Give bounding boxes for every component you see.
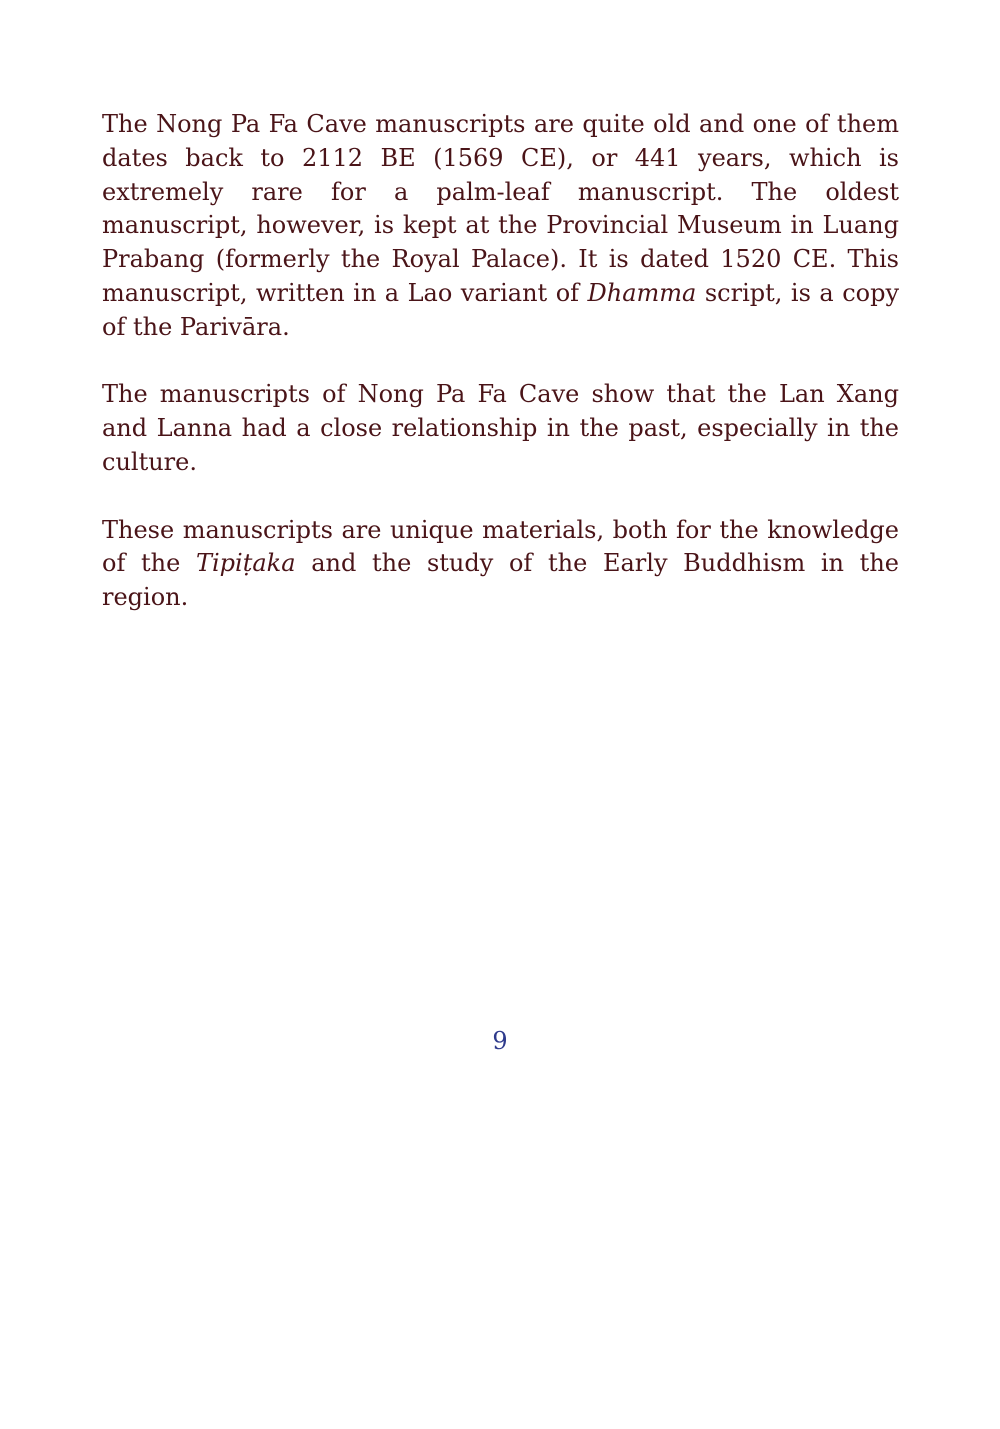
paragraph-2	[102, 378, 899, 479]
page-number: 9	[492, 1027, 508, 1055]
paragraph-3-italic-term: Tipiṭaka	[195, 549, 296, 578]
paragraph-1	[102, 108, 899, 345]
paragraph-1-italic-term: Dhamma	[587, 278, 697, 307]
paragraph-3-text-start: These manuscripts are unique materials, both for the knowledge of the	[102, 515, 899, 578]
body-text	[102, 108, 899, 649]
paragraph-3-text-end: and the study of the Early Buddhism in the region.	[102, 549, 899, 612]
paragraph-1-text-end: script, is a copy of the Parivāra.	[102, 278, 900, 341]
paragraph-1-text-start: The Nong Pa Fa Cave manuscripts are quite old and one of them dates back to 2112 BE (1569 CE), or 441 years, which is extremely rare for a palm-leaf manuscript. The oldest manuscript, however, is kept at the Provincial Museum in Luang Prabang (formerly the Royal Palace). It is dated 1520 CE. This manuscript, written in a Lao variant of	[102, 110, 899, 307]
paragraph-2-text: The manuscripts of Nong Pa Fa Cave show that the Lan Xang and Lanna had a close relationship in the past, especially in the culture.	[102, 380, 899, 476]
paragraph-3	[102, 514, 899, 615]
